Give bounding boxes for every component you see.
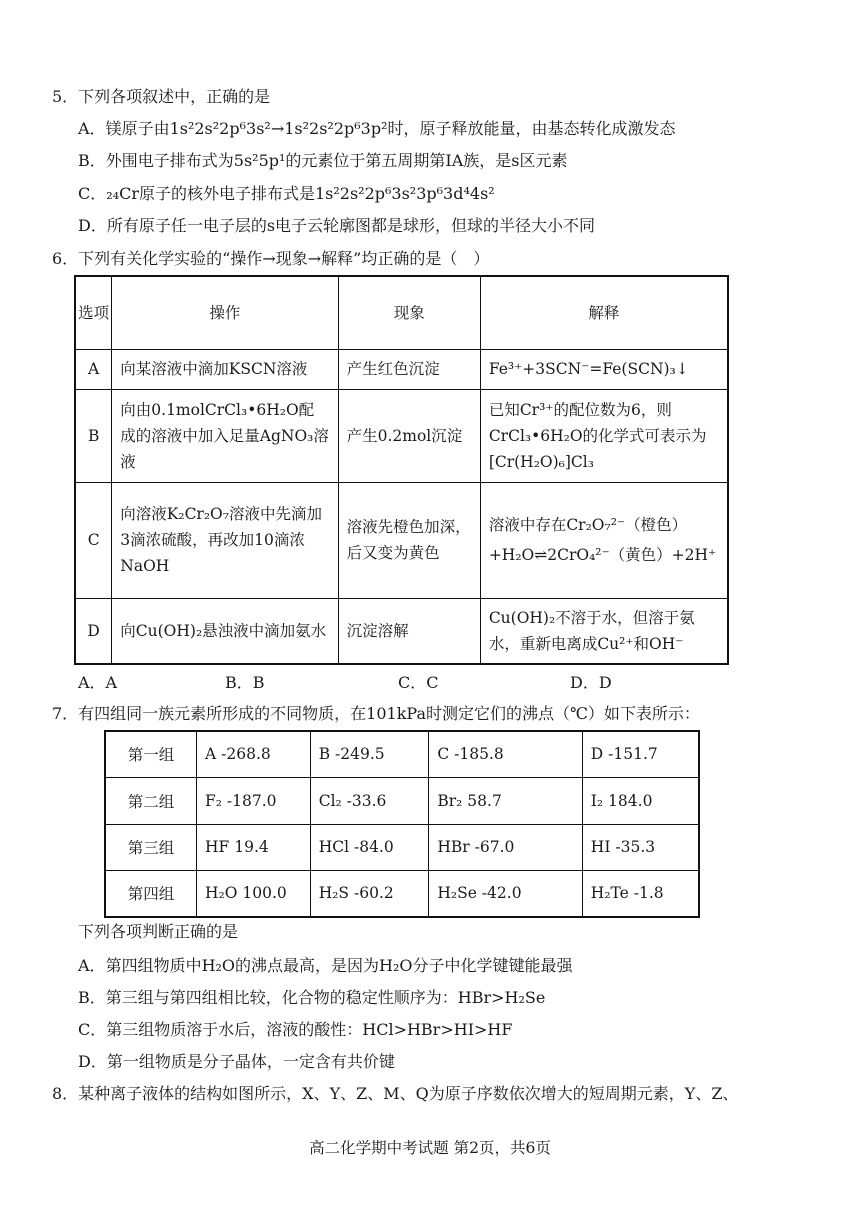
q6-header-operation: 操作 (112, 276, 338, 349)
q7-option-c-letter: C． (78, 1020, 107, 1039)
q6-header-phenomenon: 现象 (338, 276, 480, 349)
q7-option-a-letter: A． (78, 956, 106, 975)
q7-group1-name: 第一组 (105, 731, 197, 777)
q6-row-b-phenomenon: 产生0.2mol沉淀 (338, 389, 480, 482)
q7-group3-cell: HF 19.4 (197, 824, 311, 870)
q7-group4-cell: H₂O 100.0 (197, 870, 311, 917)
q6-answer-d: D．D (570, 673, 612, 692)
q5-option-d-letter: D． (78, 216, 107, 235)
q7-group3-cell: HI -35.3 (582, 824, 699, 870)
q6-header-option: 选项 (75, 276, 112, 349)
q5-option-a-letter: A． (78, 119, 106, 138)
q6-header-explanation: 解释 (480, 276, 728, 349)
q6-row-a-option: A (75, 349, 112, 389)
q6-stem: 6．下列有关化学实验的“操作→现象→解释”均正确的是（ ） (52, 249, 490, 268)
q6-row-b (75, 389, 728, 482)
q6-row-b-option: B (75, 389, 112, 482)
q7-sub-stem: 下列各项判断正确的是 (78, 922, 239, 941)
q5-stem: 5．下列各项叙述中，正确的是 (52, 87, 271, 106)
q7-option-c (78, 1020, 512, 1040)
q5-option-c-letter: C． (78, 184, 107, 203)
q7-row-group2 (105, 777, 699, 824)
q5-option-c-text: ₂₄Cr原子的核外电子排布式是1s²2s²2p⁶3s²3p⁶3d⁴4s² (106, 184, 495, 203)
q7-group3-name: 第三组 (105, 824, 197, 870)
q6-row-c-operation: 向溶液K₂Cr₂O₇溶液中先滴加3滴浓硫酸，再改加10滴浓NaOH (112, 482, 338, 598)
q7-option-d-letter: D． (78, 1052, 107, 1071)
q7-group1-cell: C -185.8 (429, 731, 582, 777)
q7-stem: 7．有四组同一族元素所形成的不同物质，在101kPa时测定它们的沸点（℃）如下表所示： (52, 704, 700, 723)
q6-row-c-option: C (75, 482, 112, 598)
q6-row-d-explanation: Cu(OH)₂不溶于水，但溶于氨水，重新电离成Cu²⁺和OH⁻ (480, 598, 728, 664)
q6-row-a-explanation: Fe³⁺+3SCN⁻=Fe(SCN)₃↓ (480, 349, 728, 389)
q7-group1-cell: D -151.7 (582, 731, 699, 777)
q7-group2-cell: Cl₂ -33.6 (310, 777, 429, 824)
q6-row-d (75, 598, 728, 664)
q6-row-b-explanation: 已知Cr³⁺的配位数为6，则CrCl₃•6H₂O的化学式可表示为[Cr(H₂O)₆]Cl₃ (480, 389, 728, 482)
q7-group2-cell: I₂ 184.0 (582, 777, 699, 824)
q7-group3-cell: HBr -67.0 (429, 824, 582, 870)
q6-answer-b: B．B (225, 673, 265, 692)
q6-row-c (75, 482, 728, 598)
q6-row-c-explanation: 溶液中存在Cr₂O₇²⁻（橙色）+H₂O⇌2CrO₄²⁻（黄色）+2H⁺ (480, 482, 728, 598)
q5-option-b (78, 151, 568, 171)
q7-group4-cell: H₂Se -42.0 (429, 870, 582, 917)
q7-option-d-text: 第一组物质是分子晶体，一定含有共价键 (106, 1052, 395, 1071)
q5-option-a (78, 119, 676, 139)
q6-row-b-operation: 向由0.1molCrCl₃•6H₂O配成的溶液中加入足量AgNO₃溶液 (112, 389, 338, 482)
q6-row-c-phenomenon: 溶液先橙色加深，后又变为黄色 (338, 482, 480, 598)
q6-answer-a: A．A (78, 673, 118, 692)
q7-option-b-text: 第三组与第四组相比较，化合物的稳定性顺序为：HBr>H₂Se (105, 988, 546, 1007)
q7-row-group3 (105, 824, 699, 870)
q5-option-d-text: 所有原子任一电子层的s电子云轮廓图都是球形，但球的半径大小不同 (106, 216, 596, 235)
q7-group1-cell: B -249.5 (310, 731, 429, 777)
q6-row-a-operation: 向某溶液中滴加KSCN溶液 (112, 349, 338, 389)
q7-option-b-letter: B． (78, 988, 106, 1007)
q6-row-d-operation: 向Cu(OH)₂悬浊液中滴加氨水 (112, 598, 338, 664)
q7-option-d (78, 1052, 395, 1072)
q7-group3-cell: HCl -84.0 (310, 824, 429, 870)
q7-group1-cell: A -268.8 (197, 731, 311, 777)
page-footer: 高二化学期中考试题 第2页，共6页 (309, 1139, 551, 1157)
q5-option-d (78, 216, 595, 236)
q7-group2-name: 第二组 (105, 777, 197, 824)
q7-option-b (78, 988, 545, 1008)
q6-row-a-phenomenon: 产生红色沉淀 (338, 349, 480, 389)
q7-option-c-text: 第三组物质溶于水后，溶液的酸性：HCl>HBr>HI>HF (106, 1020, 513, 1039)
q7-row-group4 (105, 870, 699, 917)
q6-row-a (75, 349, 728, 389)
q6-row-d-option: D (75, 598, 112, 664)
q7-option-a-text: 第四组物质中H₂O的沸点最高，是因为H₂O分子中化学键键能最强 (105, 956, 573, 975)
q6-table (74, 275, 729, 665)
q7-row-group1 (105, 731, 699, 777)
q7-option-a (78, 956, 573, 976)
q7-group2-cell: F₂ -187.0 (197, 777, 311, 824)
q7-table (104, 730, 700, 918)
q7-group4-cell: H₂Te -1.8 (582, 870, 699, 917)
q5-option-c (78, 184, 495, 204)
q5-option-b-letter: B． (78, 151, 106, 170)
q7-group4-cell: H₂S -60.2 (310, 870, 429, 917)
q7-group4-name: 第四组 (105, 870, 197, 917)
q8-stem: 8．某种离子液体的结构如图所示，X、Y、Z、M、Q为原子序数依次增大的短周期元素，Y、Z、 (52, 1084, 739, 1103)
q6-row-d-phenomenon: 沉淀溶解 (338, 598, 480, 664)
q6-answer-c: C．C (398, 673, 439, 692)
q6-header-row (75, 276, 728, 349)
q7-group2-cell: Br₂ 58.7 (429, 777, 582, 824)
q5-option-b-text: 外围电子排布式为5s²5p¹的元素位于第五周期第ⅠA族，是s区元素 (105, 151, 568, 170)
q5-option-a-text: 镁原子由1s²2s²2p⁶3s²→1s²2s²2p⁶3p²时，原子释放能量，由基态转化成激发态 (105, 119, 676, 138)
